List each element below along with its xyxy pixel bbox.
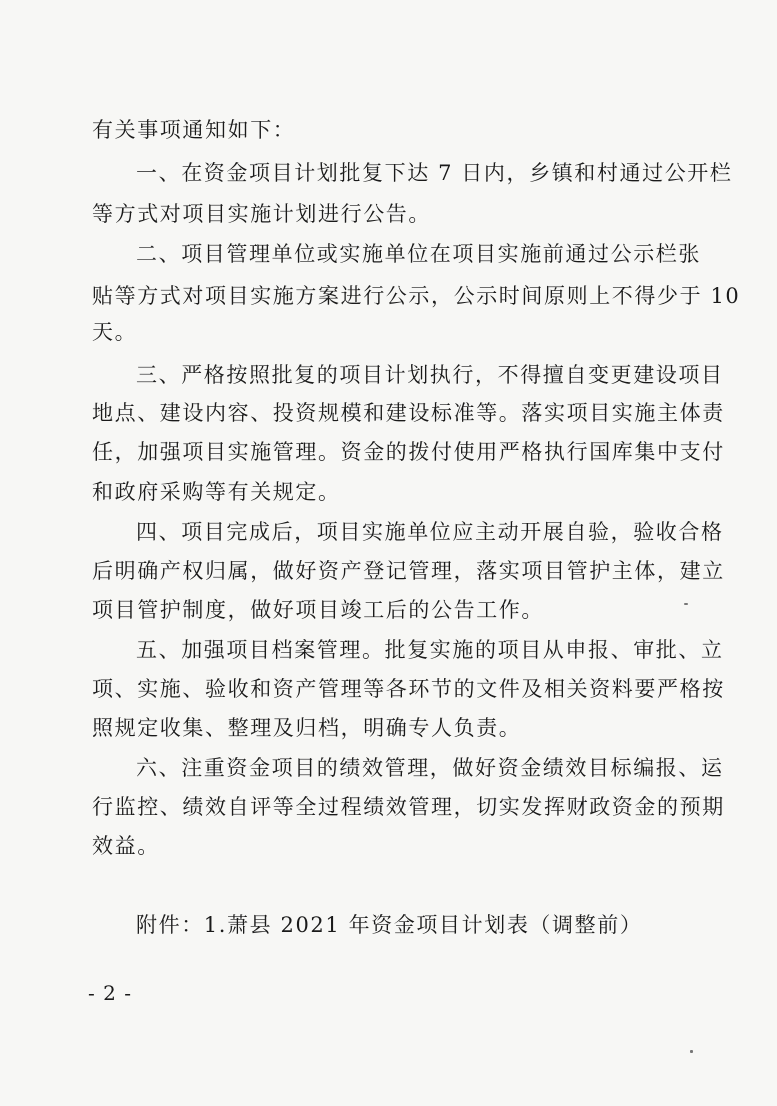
page-number: - 2 - — [88, 981, 132, 1005]
text-line: 项、实施、验收和资产管理等各环节的文件及相关资料要严格按 — [92, 677, 725, 701]
text-line: 后明确产权归属，做好资产登记管理，落实项目管护主体，建立 — [92, 559, 725, 583]
scan-speck — [690, 1050, 693, 1053]
text-line: 照规定收集、整理及归档，明确专人负责。 — [92, 716, 522, 740]
text-line: 三、严格按照批复的项目计划执行，不得擅自变更建设项目 — [136, 363, 724, 387]
text-line: 行监控、绩效自评等全过程绩效管理，切实发挥财政资金的预期 — [92, 795, 725, 819]
text-line: 一、在资金项目计划批复下达 7 日内，乡镇和村通过公开栏 — [136, 161, 733, 185]
text-line: 地点、建设内容、投资规模和建设标准等。落实项目实施主体责 — [92, 401, 725, 425]
text-line: 五、加强项目档案管理。批复实施的项目从申报、审批、立 — [136, 638, 724, 662]
attachment-line: 附件：1.萧县 2021 年资金项目计划表（调整前） — [136, 913, 643, 937]
text-line: 和政府采购等有关规定。 — [92, 480, 341, 504]
text-line: 项目管护制度，做好项目竣工后的公告工作。 — [92, 598, 544, 622]
text-line: 效益。 — [92, 834, 160, 858]
text-line: 贴等方式对项目实施方案进行公示，公示时间原则上不得少于 10 — [92, 284, 741, 308]
text-line: 天。 — [92, 320, 138, 344]
scan-speck — [684, 603, 688, 605]
text-line: 二、项目管理单位或实施单位在项目实施前通过公示栏张 — [136, 242, 701, 266]
text-line: 六、注重资金项目的绩效管理，做好资金绩效目标编报、运 — [136, 756, 724, 780]
text-line: 四、项目完成后，项目实施单位应主动开展自验，验收合格 — [136, 520, 724, 544]
text-line: 有关事项通知如下： — [92, 118, 296, 142]
text-line: 任，加强项目实施管理。资金的拨付使用严格执行国库集中支付 — [92, 440, 725, 464]
text-line: 等方式对项目实施计划进行公告。 — [92, 202, 431, 226]
